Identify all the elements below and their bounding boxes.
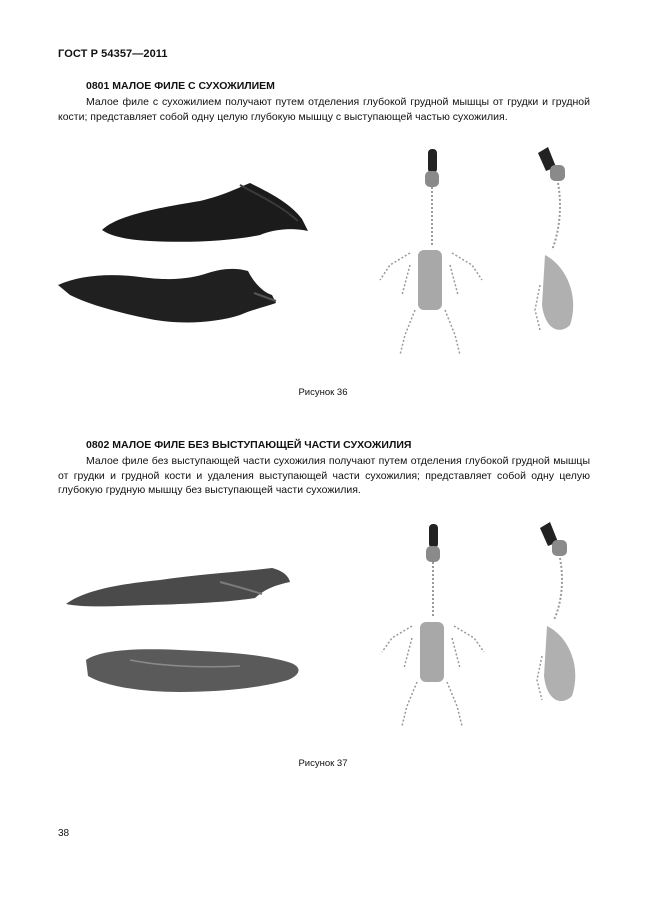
document-code: ГОСТ Р 54357—2011 — [58, 48, 168, 60]
section-text-0802: Малое филе без выступающей части сухожилия получают путем отделения глубокой грудной мышцы от грудки и грудной кости и удаления выступающей части сухожилия; представляет собой одну целую глубокую грудную мышцу без выступающей части сухожилия. — [58, 455, 590, 497]
fillet-with-tendon-bottom-photo — [58, 269, 276, 323]
skeleton-side-diagram — [535, 147, 573, 330]
figure-caption-36: Рисунок 36 — [298, 387, 348, 398]
fillet-with-tendon-top-photo — [102, 183, 308, 242]
page-number: 38 — [58, 828, 70, 839]
skeleton-front-diagram — [380, 149, 482, 355]
section-text-0801: Малое филе с сухожилием получают путем отделения глубокой грудной мышцы от грудки и грудной кости; представляет собой одну целую глубокую мышцу с выступающей частью сухожилия. — [58, 96, 590, 123]
fillet-without-tendon-bottom-photo — [86, 649, 299, 692]
skeleton-front-diagram — [382, 524, 484, 726]
figure-36 — [40, 135, 606, 395]
section-heading-0801: 0801 МАЛОЕ ФИЛЕ С СУХОЖИЛИЕМ — [86, 80, 275, 92]
figure-caption-37: Рисунок 37 — [298, 758, 348, 769]
fillet-without-tendon-top-photo — [66, 568, 290, 606]
skeleton-side-diagram — [537, 522, 575, 701]
section-heading-0802: 0802 МАЛОЕ ФИЛЕ БЕЗ ВЫСТУПАЮЩЕЙ ЧАСТИ СУХОЖИЛИЯ — [86, 439, 412, 451]
figure-37 — [40, 510, 606, 770]
